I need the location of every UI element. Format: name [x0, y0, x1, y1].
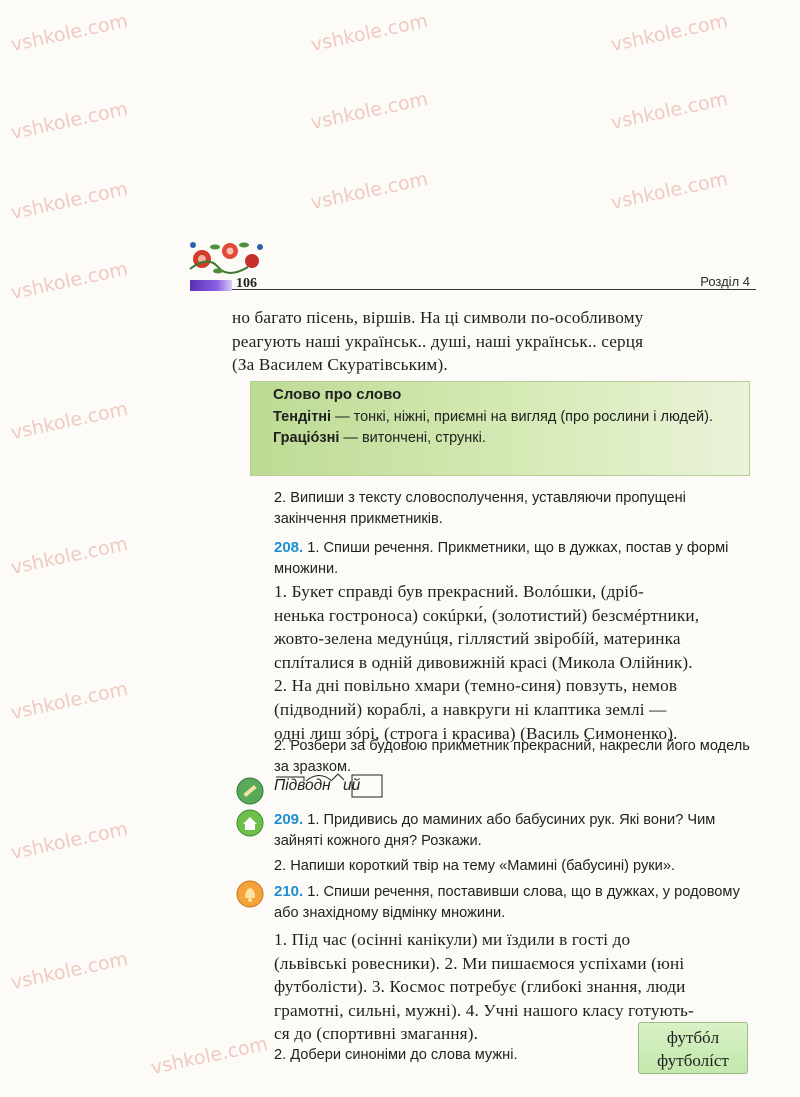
header-rule	[232, 289, 756, 290]
exercise-instruction: 1. Спиши речення. Прикметники, що в дужках, постав у формі множини.	[274, 540, 729, 577]
text-line: сплíталися в одній дивовижній красі (Микола Олійник).	[274, 652, 693, 672]
watermark: vshkole.com	[9, 97, 130, 145]
vocabulary-definition: — тонкі, ніжні, приємні на вигляд (про рослини і людей).	[331, 409, 713, 425]
vocabulary-entry	[273, 407, 739, 428]
intro-paragraph	[232, 306, 752, 377]
text-line: жовто-зелена медунúця, гіллястий звіробíй, материнка	[274, 629, 681, 649]
page-number: 106	[236, 276, 257, 291]
exercise-208-task2: 2. Розбери за будовою прикметник прекрасний, накресли його модель за зразком.	[274, 738, 750, 775]
watermark: vshkole.com	[609, 167, 730, 215]
text-line: ненька гостроноса) сокúрки́, (золотистий) безсмéртники,	[274, 605, 700, 625]
vocabulary-definition: — витончені, стрункі.	[339, 429, 486, 446]
watermark: vshkole.com	[9, 257, 130, 305]
watermark: vshkole.com	[309, 9, 430, 57]
exercise-208-text	[274, 580, 752, 745]
exercise-instruction: 1. Придивись до маминих або бабусиних рук. Які вони? Чим зайняті кожного дня? Розкажи.	[274, 812, 716, 849]
floral-ornament-icon	[188, 237, 266, 277]
watermark: vshkole.com	[9, 397, 130, 445]
pencil-icon	[236, 777, 264, 805]
text-line: но багато пісень, віршів. На ці символи по-особливому	[232, 308, 644, 327]
exercise-210-instruction	[274, 882, 752, 923]
word-card: футбóл	[666, 1028, 720, 1047]
text-line: 1. Під час (осінні канікули) ми їздили в гості до	[274, 930, 631, 949]
watermark: vshkole.com	[309, 87, 430, 135]
word-model	[274, 777, 360, 795]
word-card: футболíст	[657, 1051, 729, 1070]
model-ending: ий	[343, 777, 361, 794]
text-line: 1. Букет справді був прекрасний. Волóшки, (дріб-	[274, 582, 644, 601]
watermark: vshkole.com	[9, 9, 130, 57]
text-line: (За Василем Скуратівським).	[232, 355, 448, 375]
watermark: vshkole.com	[9, 817, 130, 865]
text-line: (підводний) кораблі, а навкруги ні клаптика землі —	[274, 699, 667, 719]
watermark: vshkole.com	[149, 1032, 270, 1080]
page-bar	[190, 280, 232, 291]
vocabulary-term: Граціóзні	[273, 429, 340, 446]
exercise-210-task2: 2. Добери синоніми до слова мужні.	[274, 1047, 518, 1063]
bell-icon	[236, 880, 264, 908]
watermark: vshkole.com	[9, 177, 130, 225]
exercise-number: 210.	[274, 883, 304, 900]
exercise-209-task2: 2. Напиши короткий твір на тему «Мамині (бабусині) руки».	[274, 858, 676, 874]
home-icon	[236, 809, 264, 837]
exercise-instruction: 1. Спиши речення, поставивши слова, що в дужках, у родовому або знахідному відмінку множини.	[274, 884, 740, 921]
exercise-209-instruction	[274, 810, 752, 851]
word-cards	[638, 1022, 748, 1074]
text-line: футболісти). 3. Космос потребує (глибокі знання, люди	[274, 977, 686, 997]
text-line: одні лиш зóрі, (строга і красива) (Василь Симоненко).	[274, 723, 678, 743]
section-label: Розділ 4	[700, 274, 750, 289]
watermark: vshkole.com	[609, 87, 730, 135]
watermark: vshkole.com	[609, 9, 730, 57]
text-line: 2. На дні повільно хмари (темно-синя) повзуть, немов	[274, 676, 678, 696]
vocabulary-term: Тендітні	[273, 409, 332, 425]
exercise-number: 209.	[274, 811, 304, 828]
text-line: реагують наші українськ.. душі, наші українськ.. серця	[232, 331, 644, 351]
watermark: vshkole.com	[9, 532, 130, 580]
vocabulary-entries	[273, 407, 739, 448]
vocabulary-title: Слово про слово	[273, 386, 402, 403]
watermark: vshkole.com	[9, 677, 130, 725]
exercise-number: 208.	[274, 539, 304, 556]
watermark: vshkole.com	[9, 947, 130, 995]
task-text: 2. Випиши з тексту словосполучення, уставляючи пропущені закінчення прикметників.	[274, 490, 686, 527]
text-line: (львівські ровесники). 2. Ми пишаємося успіхами (юні	[274, 953, 685, 973]
exercise-208-instruction	[274, 538, 752, 579]
vocabulary-box	[250, 381, 750, 476]
watermark: vshkole.com	[309, 167, 430, 215]
text-line: грамотні, сильні, мужні). 4. Учні нашого класу готують-	[274, 1000, 694, 1020]
text-line: ся до (спортивні змагання).	[274, 1024, 479, 1044]
model-root: Підводн	[274, 777, 331, 794]
vocabulary-entry	[273, 428, 739, 449]
